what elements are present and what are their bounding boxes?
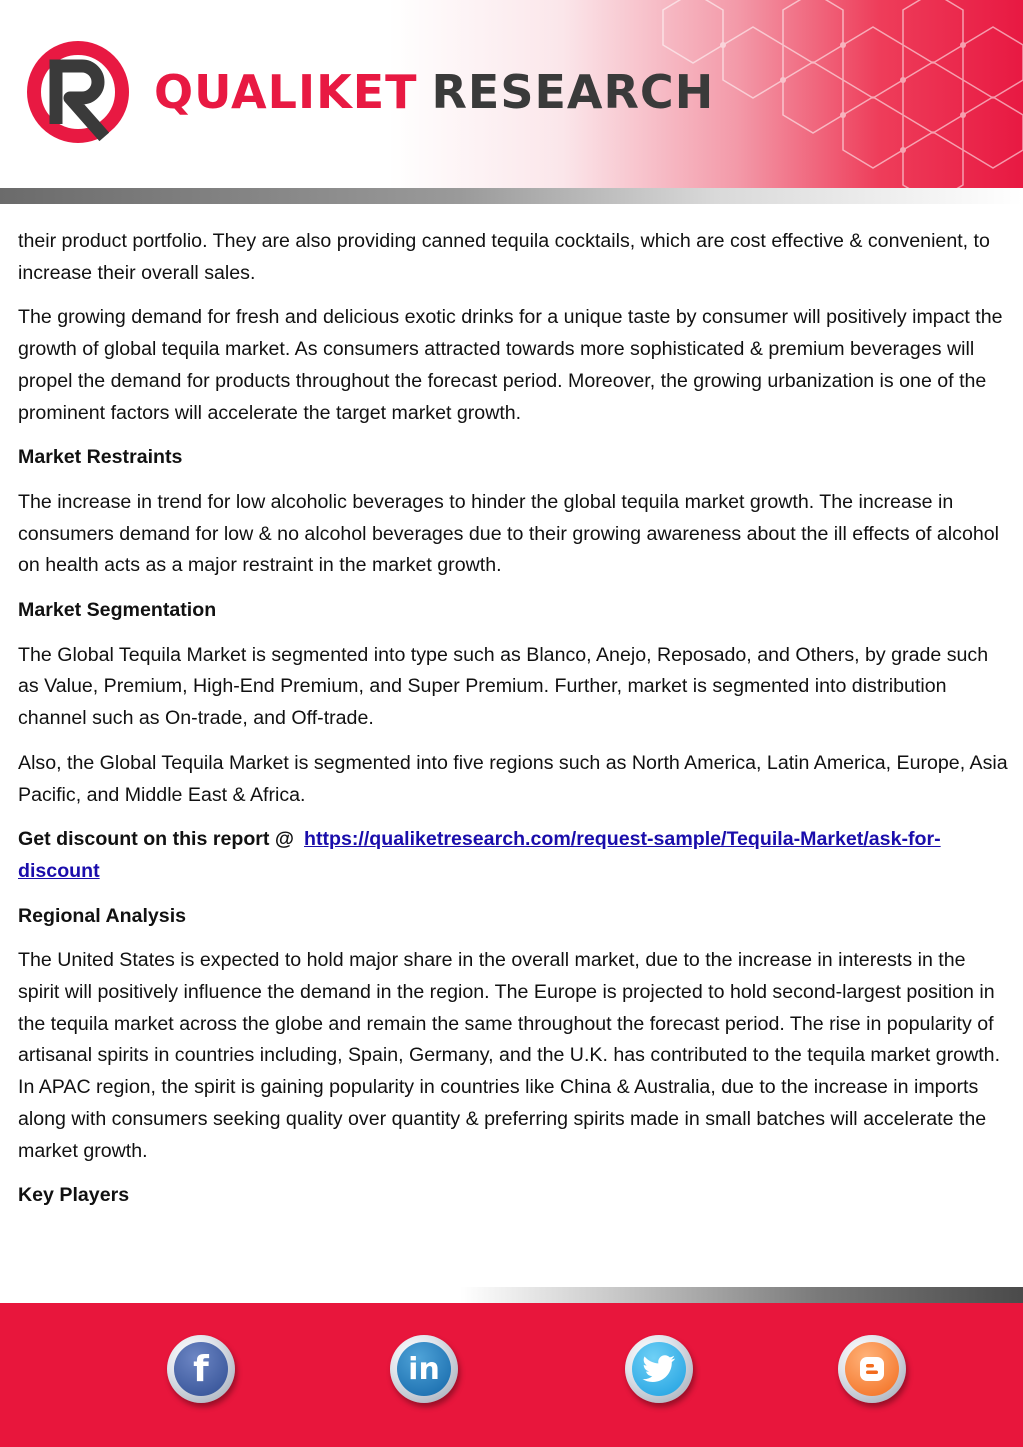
section-heading-restraints: Market Restraints [18, 446, 183, 469]
page-footer [0, 1303, 1023, 1447]
footer-divider [0, 1287, 1023, 1303]
linkedin-icon[interactable]: in [390, 1335, 458, 1403]
brand-secondary: RESEARCH [431, 65, 715, 119]
section-heading-key-players: Key Players [18, 1184, 130, 1207]
brand-primary: QUALIKET [154, 65, 418, 119]
blogger-icon[interactable] [838, 1335, 906, 1403]
document-body [18, 226, 1008, 1225]
page-header [0, 0, 1023, 188]
header-divider [0, 188, 1023, 204]
twitter-icon[interactable] [625, 1335, 693, 1403]
paragraph: The increase in trend for low alcoholic beverages to hinder the global tequila market growth. The increase in consumers demand for low & no alcohol beverages due to their growing awareness about the ill effects of alcohol on health acts as a major restraint in the market growth. [18, 490, 999, 577]
brand-name [154, 65, 714, 119]
discount-line [18, 824, 1008, 887]
facebook-icon[interactable]: f [167, 1335, 235, 1403]
paragraph: The Global Tequila Market is segmented into type such as Blanco, Anejo, Reposado, and Others, by grade such as Value, Premium, High-End Premium, and Super Premium. Further, market is segmented into distribution channel such as On-trade, and Off-trade. [18, 643, 989, 730]
discount-link[interactable]: https://qualiketresearch.com/request-sample/Tequila-Market/ask-for-discount [18, 828, 941, 882]
paragraph: The United States is expected to hold major share in the overall market, due to the increase in interests in the spirit will positively influence the demand in the region. The Europe is projected to hold second-largest position in the tequila market across the globe and remain the same throughout the forecast period. The rise in popularity of artisanal spirits in countries including, Spain, Germany, and the U.K. has contributed to the tequila market growth. In APAC region, the spirit is gaining popularity in countries like China & Australia, due to the increase in imports along with consumers seeking quality over quantity & preferring spirits made in small batches will accelerate the market growth. [18, 949, 1001, 1162]
section-heading-regional: Regional Analysis [18, 904, 187, 927]
paragraph: Also, the Global Tequila Market is segmented into five regions such as North America, Latin America, Europe, Asia Pacific, and Middle East & Africa. [18, 751, 1008, 806]
twitter-bird-glyph [642, 1355, 676, 1383]
section-heading-segmentation: Market Segmentation [18, 599, 217, 622]
paragraph: The growing demand for fresh and delicious exotic drinks for a unique taste by consumer will positively impact the growth of global tequila market. As consumers attracted towards more sophisticated & premium beverages will propel the demand for products throughout the forecast period. Moreover, the growing urbanization is one of the prominent factors will accelerate the target market growth. [18, 306, 1003, 424]
qr-logo-icon [22, 36, 134, 148]
paragraph: their product portfolio. They are also providing canned tequila cocktails, which are cost effective & convenient, to increase their overall sales. [18, 230, 990, 284]
blogger-b-glyph [857, 1354, 887, 1384]
brand-logo [22, 36, 714, 148]
discount-label: Get discount on this report @ [18, 828, 295, 851]
